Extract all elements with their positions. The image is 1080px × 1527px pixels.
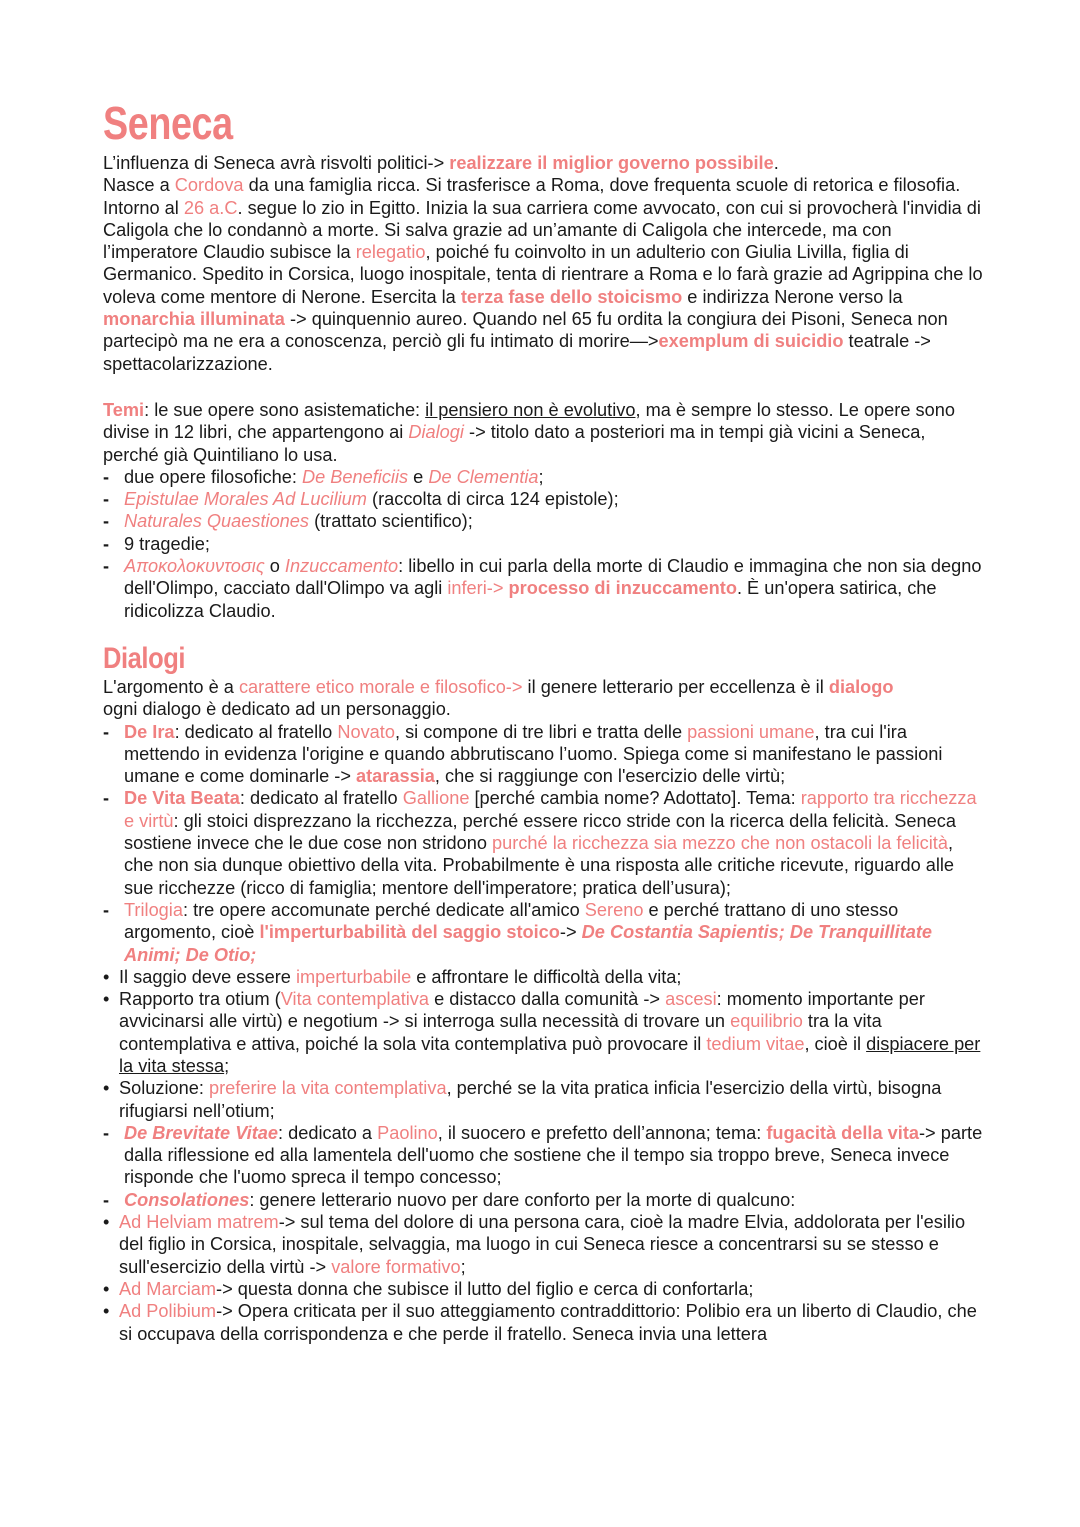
highlight: Vita contemplativa xyxy=(280,989,430,1010)
text: , il suocero e prefetto dell’annona; tema: xyxy=(437,1122,767,1143)
text: -> quinquennio aureo. Quando nel 65 fu ordita la congiura dei Pisoni, Seneca non partecipò ma ne era a conoscenza, perciò gli fu intimato di morire—> xyxy=(103,309,948,352)
underlined-text: dispiacere per la vita stessa xyxy=(119,1033,981,1076)
highlight: valore formativo xyxy=(331,1256,461,1277)
text: il genere letterario per eccellenza è il xyxy=(522,676,829,697)
highlight: relegatio xyxy=(355,242,426,263)
list-item xyxy=(103,533,983,555)
highlight: Ad Marciam xyxy=(119,1278,217,1299)
list-item xyxy=(103,966,983,988)
highlight: Paolino xyxy=(377,1122,438,1143)
highlight: Novato xyxy=(337,721,395,742)
highlight: atarassia xyxy=(356,766,435,787)
list-item xyxy=(103,1300,983,1345)
highlight: Sereno xyxy=(584,899,644,920)
text: -> questa donna che subisce il lutto del figlio e cerca di confortarla; xyxy=(216,1278,754,1299)
list-item xyxy=(103,466,983,488)
text: , ma è sempre lo stesso. Le opere sono divise in 12 libri, che appartengono ai xyxy=(103,399,955,443)
highlight: passioni umane xyxy=(687,721,815,742)
text: (trattato scientifico); xyxy=(309,511,473,532)
text: 9 tragedie; xyxy=(124,533,210,554)
highlight: l'imperturbabilità del saggio stoico xyxy=(259,922,560,943)
text: : gli stoici disprezzano la ricchezza, perché essere ricco stride con la ricerca della felicità. Seneca sostiene invece che le due cose non stridono xyxy=(124,810,956,854)
text: o xyxy=(264,556,285,577)
dialogi-intro xyxy=(103,676,983,721)
text: Soluzione: xyxy=(119,1078,209,1099)
highlight: monarchia illuminata xyxy=(103,309,285,330)
list-item xyxy=(103,555,983,622)
text: e distacco dalla comunità -> xyxy=(429,989,666,1010)
list-item xyxy=(103,721,983,788)
text: , poiché fu coinvolto in un adulterio con Giulia Livilla, figlia di Germanico. Spedito in Corsica, luogo inospitale, tenta di rientrare a Roma e lo farà grazie ad Agrippina che lo voleva come mentore di Nerone. Esercita la xyxy=(103,242,983,307)
text: e perché trattano di uno stesso argomento, cioè xyxy=(124,899,899,943)
list-item xyxy=(103,899,983,966)
highlight: exemplum di suicidio xyxy=(658,331,844,352)
text: : genere letterario nuovo per dare conforto per la morte di qualcuno: xyxy=(249,1189,796,1210)
page-title: Seneca xyxy=(103,97,233,149)
list-item xyxy=(103,1189,983,1211)
list-item xyxy=(103,988,983,1077)
text: , che non sia dunque obiettivo della vita. Probabilmente è una risposta alle critiche ricevute, riguardo alle sue ricchezze (ricco di famiglia; mentore dell'imperatore; pratica dell’usura); xyxy=(124,833,955,898)
text: -> xyxy=(559,922,582,943)
highlight: De Brevitate Vitae xyxy=(124,1122,278,1143)
text: : libello in cui parla della morte di Claudio e immagina che non sia degno dell'Olimpo, cacciato dall'Olimpo va agli xyxy=(124,556,982,599)
highlight: De Vita Beata xyxy=(124,788,240,809)
temi-paragraph xyxy=(103,399,983,466)
highlight: purché la ricchezza sia mezzo che non ostacoli la felicità xyxy=(492,833,948,854)
list-item xyxy=(103,787,983,898)
text: . segue lo zio in Egitto. Inizia la sua carriera come avvocato, con cui si provocherà l'invidia di Caligola che lo condannò a morte. Si salva grazie ad un’amante di Caligola che intercede, ma con l’imperatore Claudio subisce la xyxy=(103,197,981,263)
text: tra la vita contemplativa e attiva, poiché la sola vita contemplativa può provocare il xyxy=(119,1011,882,1054)
highlight: De Costantia Sapientis; De Tranquillitate Animi; De Otio; xyxy=(124,922,933,965)
list-item xyxy=(103,1077,983,1122)
text: ogni dialogo è dedicato ad un personaggio. xyxy=(103,699,451,720)
highlight: Epistulae Morales Ad Lucilium xyxy=(124,489,367,510)
highlight: Dialogi xyxy=(408,422,464,443)
list-item xyxy=(103,488,983,510)
highlight: processo di inzuccamento xyxy=(508,578,737,599)
text: (raccolta di circa 124 epistole); xyxy=(366,489,619,510)
text: ; xyxy=(538,466,544,487)
highlight: De Beneficiis xyxy=(301,466,409,487)
list-item xyxy=(103,1211,983,1278)
highlight: dialogo xyxy=(828,676,894,697)
text: : tre opere accomunate perché dedicate all'amico xyxy=(182,899,585,920)
highlight: equilibrio xyxy=(730,1011,803,1032)
text: -> sul tema del dolore di una persona cara, cioè la madre Elvia, addolorata per l'esilio del figlio in Corsica, inospitale, selvaggia, ma luogo in cui Seneca riesce a concentrarsi su se stesso e sull'esercizio della virtù -> xyxy=(119,1212,966,1277)
highlight: carattere etico morale e filosofico-> xyxy=(238,676,523,697)
highlight: ascesi xyxy=(665,989,717,1010)
highlight: Ad Helviam matrem xyxy=(119,1212,279,1233)
dialogi-list xyxy=(103,721,983,1345)
text: . È un'opera satirica, che ridicolizza Claudio. xyxy=(124,578,937,621)
text: [perché cambia nome? Adottato]. Tema: xyxy=(469,788,801,809)
temi-label: Temi xyxy=(103,399,145,420)
highlight: De Ira xyxy=(124,721,175,742)
highlight: Cordova xyxy=(174,175,244,196)
text: : le sue opere sono asistematiche: xyxy=(144,399,426,420)
highlight: Inzuccamento xyxy=(284,556,399,577)
list-item xyxy=(103,1278,983,1300)
text: , cioè il xyxy=(804,1033,867,1054)
highlight: realizzare il miglior governo possibile xyxy=(449,153,774,173)
text: e affrontare le difficoltà della vita; xyxy=(411,966,682,987)
text: : dedicato al fratello xyxy=(174,721,338,742)
highlight: Naturales Quaestiones xyxy=(124,511,310,532)
highlight: Gallione xyxy=(402,788,470,809)
text: -> parte dalla riflessione ed alla lamentela dell'uomo che sostiene che il tempo sia troppo breve, Seneca invece risponde che l'uomo spreca il tempo concesso; xyxy=(124,1122,983,1188)
highlight: rapporto tra ricchezza e virtù xyxy=(124,788,977,831)
list-item xyxy=(103,1122,983,1189)
intro-paragraph xyxy=(103,152,983,375)
text: , si compone di tre libri e tratta delle xyxy=(394,721,688,742)
highlight: Consolationes xyxy=(124,1189,250,1210)
text: . xyxy=(773,153,779,173)
highlight: tedium vitae xyxy=(706,1033,805,1054)
text: Nasce a xyxy=(103,175,175,196)
underlined-text: il pensiero non è evolutivo xyxy=(425,399,636,420)
highlight: Αποκολοκυντοσις xyxy=(124,556,265,577)
text: ; xyxy=(224,1055,230,1076)
text: e indirizza Nerone verso la xyxy=(682,286,903,307)
text: due opere filosofiche: xyxy=(124,466,302,487)
text: , tra cui l'ira mettendo in evidenza l'origine e quando abbrutiscano l’uomo. Spiega come si manifestano le passioni umane e come dominarle -> xyxy=(124,721,943,787)
text: -> Opera criticata per il suo atteggiamento contraddittorio: Polibio era un liberto di Claudio, che si occupava della corrispondenza e che perde il fratello. Seneca invia una lettera xyxy=(119,1301,977,1344)
text: -> titolo dato a posteriori ma in tempi già vicini a Seneca, perché già Quintiliano lo usa. xyxy=(103,422,926,465)
text: , che si raggiunge con l'esercizio delle virtù; xyxy=(434,766,786,787)
text: teatrale -> spettacolarizzazione. xyxy=(103,331,931,374)
highlight: preferire la vita contemplativa xyxy=(209,1078,447,1099)
text: L’influenza di Seneca avrà risvolti politici-> xyxy=(103,153,450,173)
text: , perché se la vita pratica inficia l'esercizio della virtù, bisogna rifugiarsi nell’otium; xyxy=(119,1078,942,1121)
text: Rapporto tra otium ( xyxy=(119,989,281,1010)
highlight: 26 a.C xyxy=(183,197,238,218)
highlight: Ad Polibium xyxy=(119,1301,217,1322)
highlight: fugacità della vita xyxy=(766,1122,919,1143)
highlight: De Clementia xyxy=(428,466,539,487)
highlight: Trilogia xyxy=(124,899,183,920)
text: : dedicato a xyxy=(278,1122,378,1143)
text: da una famiglia ricca. Si trasferisce a Roma, dove frequenta scuole di retorica e filosofia. Intorno al xyxy=(103,175,961,218)
section-heading-dialogi: Dialogi xyxy=(103,641,186,675)
highlight: imperturbabile xyxy=(295,966,412,987)
text: : momento importante per avvicinarsi alle virtù) e negotium -> si interroga sulla necessità di trovare un xyxy=(119,989,925,1032)
text: Il saggio deve essere xyxy=(119,966,296,987)
text: ; xyxy=(460,1256,466,1277)
text: L'argomento è a xyxy=(103,676,239,697)
highlight: terza fase dello stoicismo xyxy=(460,286,683,307)
text: e xyxy=(408,466,429,487)
highlight: inferi-> xyxy=(447,578,504,599)
document-page xyxy=(103,97,983,1345)
list-item xyxy=(103,510,983,532)
text: : dedicato al fratello xyxy=(239,788,403,809)
works-list xyxy=(103,466,983,622)
